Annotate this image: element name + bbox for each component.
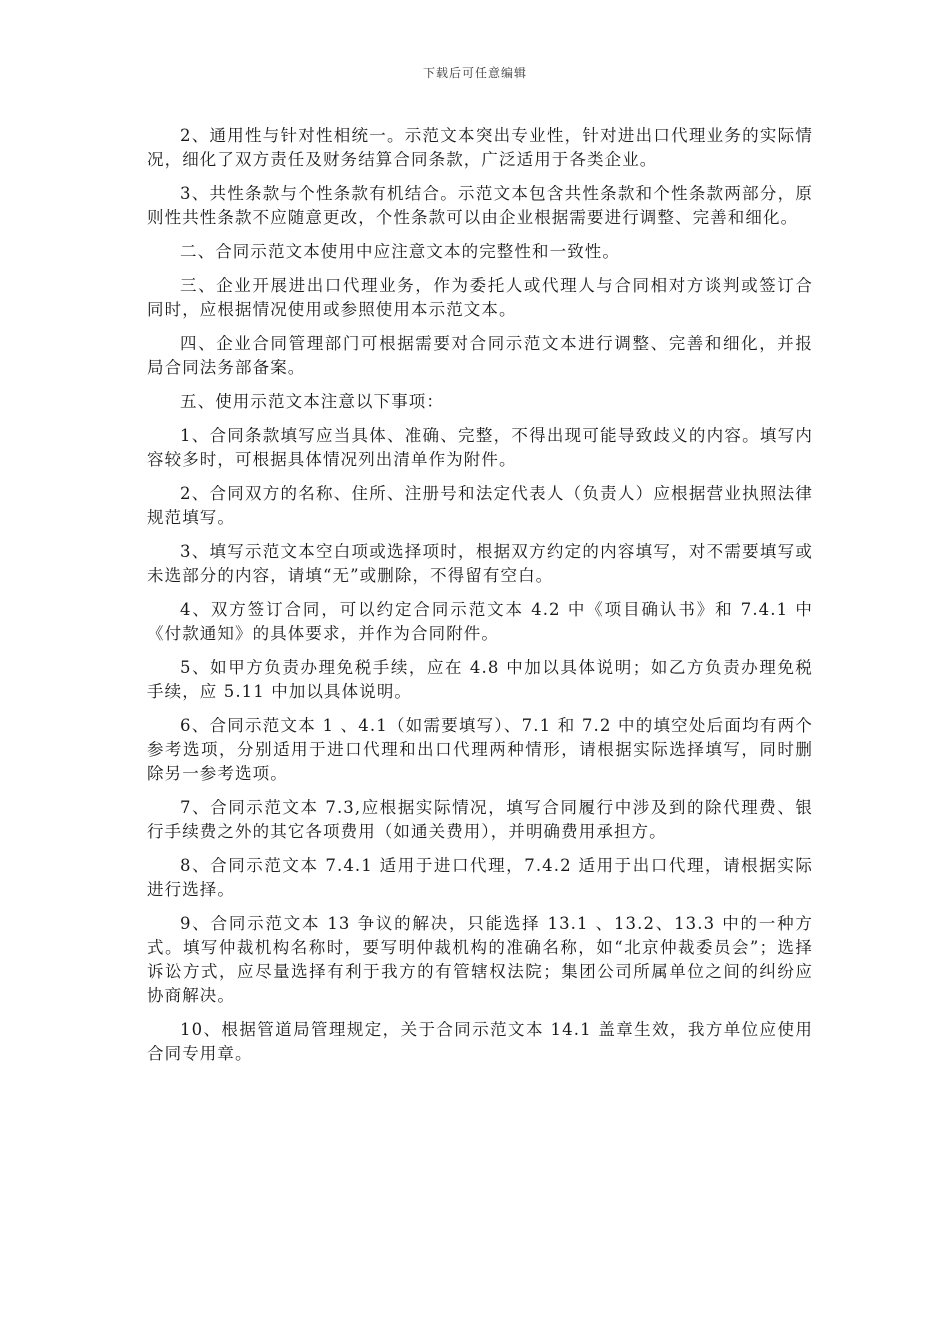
document-body [147,124,813,1076]
paragraph-item-2-generality: 2、通用性与针对性相统一。示范文本突出专业性，针对进出口代理业务的实际情况，细化了双方责任及财务结算合同条款，广泛适用于各类企业。 [147,126,813,169]
paragraph-item-3-common-clauses: 3、共性条款与个性条款有机结合。示范文本包含共性条款和个性条款两部分，原则性共性条款不应随意更改，个性条款可以由企业根据需要进行调整、完善和细化。 [147,184,813,227]
paragraph-note-10: 10、根据管道局管理规定，关于合同示范文本 14.1 盖章生效，我方单位应使用合同专用章。 [147,1020,813,1063]
paragraph-section-4-adjustment: 四、企业合同管理部门可根据需要对合同示范文本进行调整、完善和细化，并报局合同法务部备案。 [147,334,813,377]
paragraph-section-5-notes: 五、使用示范文本注意以下事项： [180,392,444,411]
page-header: 下载后可任意编辑 [422,66,527,80]
paragraph-note-7: 7、合同示范文本 7.3,应根据实际情况，填写合同履行中涉及到的除代理费、银行手续费之外的其它各项费用（如通关费用），并明确费用承担方。 [147,798,813,841]
paragraph-note-5: 5、如甲方负责办理免税手续，应在 4.8 中加以具体说明；如乙方负责办理免税手续，应 5.11 中加以具体说明。 [147,658,813,701]
paragraph-note-6: 6、合同示范文本 1 、4.1（如需要填写）、7.1 和 7.2 中的填空处后面均有两个参考选项，分别适用于进口代理和出口代理两种情形，请根据实际选择填写，同时删除另一参考选项。 [147,716,813,783]
paragraph-note-9: 9、合同示范文本 13 争议的解决，只能选择 13.1 、13.2、13.3 中的一种方式。填写仲裁机构名称时，要写明仲裁机构的准确名称，如“北京仲裁委员会”；选择诉讼方式，应尽量选择有利于我方的有管辖权法院；集团公司所属单位之间的纠纷应协商解决。 [147,914,813,1005]
paragraph-note-1: 1、合同条款填写应当具体、准确、完整，不得出现可能导致歧义的内容。填写内容较多时，可根据具体情况列出清单作为附件。 [147,426,813,469]
paragraph-note-3: 3、填写示范文本空白项或选择项时，根据双方约定的内容填写，对不需要填写或未选部分的内容，请填“无”或删除，不得留有空白。 [147,542,813,585]
paragraph-note-2: 2、合同双方的名称、住所、注册号和法定代表人（负责人）应根据营业执照法律规范填写。 [147,484,813,527]
paragraph-section-2-integrity: 二、合同示范文本使用中应注意文本的完整性和一致性。 [180,242,620,261]
paragraph-note-8: 8、合同示范文本 7.4.1 适用于进口代理，7.4.2 适用于出口代理，请根据实际进行选择。 [147,856,813,899]
paragraph-note-4: 4、双方签订合同，可以约定合同示范文本 4.2 中《项目确认书》和 7.4.1 中《付款通知》的具体要求，并作为合同附件。 [147,600,813,643]
paragraph-section-3-usage: 三、企业开展进出口代理业务，作为委托人或代理人与合同相对方谈判或签订合同时，应根据情况使用或参照使用本示范文本。 [147,276,813,319]
